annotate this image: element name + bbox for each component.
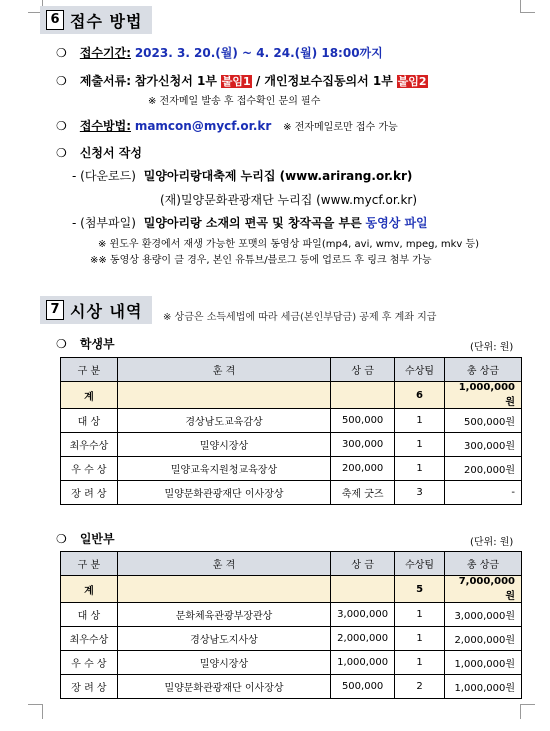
page-corner-mark — [520, 0, 535, 13]
row-prize: 500,000 — [331, 409, 395, 433]
period-value: 2023. 3. 20.(월) ~ 4. 24.(월) 18:00까지 — [134, 46, 383, 60]
row-award: 밀양시장상 — [117, 433, 330, 457]
row-category: 장 려 상 — [61, 675, 118, 699]
row-award: 경상남도교육감상 — [117, 409, 330, 433]
attach-line — [72, 214, 428, 231]
method-line — [56, 117, 398, 134]
header-award: 훈 격 — [117, 358, 330, 382]
section-number: 7 — [46, 300, 64, 320]
row-category: 우 수 상 — [61, 651, 118, 675]
student-title: 학생부 — [79, 337, 115, 351]
row-award: 밀양시장상 — [117, 651, 330, 675]
header-category: 구 분 — [61, 358, 118, 382]
row-prize: 500,000 — [331, 675, 395, 699]
row-total: 3,000,000원 — [445, 603, 522, 627]
method-label: 접수방법: — [79, 119, 131, 133]
download-prefix: - (다운로드) — [72, 169, 136, 183]
table-row — [61, 457, 522, 481]
student-unit: (단위: 원) — [470, 342, 514, 353]
header-total: 총 상금 — [445, 552, 522, 576]
form-heading — [56, 144, 142, 161]
circle-bullet-icon: ❍ — [56, 146, 67, 160]
row-prize: 200,000 — [331, 457, 395, 481]
circle-bullet-icon: ❍ — [56, 119, 67, 133]
row-award: 경상남도지사상 — [117, 627, 330, 651]
total-label: 계 — [61, 382, 118, 409]
table-header-row — [61, 552, 522, 576]
attach-note-2: ※※ 동영상 용량이 클 경우, 본인 유튜브/블로그 등에 업로드 후 링크 첨부 가능 — [90, 255, 432, 266]
table-row — [61, 481, 522, 505]
row-total: 300,000원 — [444, 433, 521, 457]
total-teams: 6 — [395, 382, 445, 409]
documents-note: ※ 전자메일 발송 후 접수확인 문의 필수 — [148, 96, 321, 107]
header-total: 총 상금 — [444, 358, 521, 382]
documents-part2: / 개인정보수집동의서 1부 — [251, 74, 393, 88]
documents-label: 제출서류: — [79, 74, 131, 88]
circle-bullet-icon: ❍ — [56, 337, 67, 351]
circle-bullet-icon: ❍ — [56, 532, 67, 546]
total-teams: 5 — [395, 576, 445, 603]
section-6-heading — [40, 6, 152, 34]
general-heading — [56, 530, 115, 547]
attach-text: 밀양아리랑 소재의 편곡 및 창작곡을 부른 — [143, 216, 362, 230]
table-total-row — [61, 576, 522, 603]
method-note: ※ 전자메일로만 접수 가능 — [283, 122, 398, 133]
row-prize: 1,000,000 — [331, 651, 395, 675]
table-row — [61, 675, 522, 699]
row-prize: 2,000,000 — [331, 627, 395, 651]
total-label: 계 — [61, 576, 118, 603]
download-line — [72, 167, 412, 184]
row-category: 우 수 상 — [61, 457, 118, 481]
general-unit: (단위: 원) — [470, 537, 514, 548]
row-total: 500,000원 — [444, 409, 521, 433]
row-prize: 축제 굿즈 — [331, 481, 395, 505]
row-teams: 2 — [395, 675, 445, 699]
section-title: 시상 내역 — [70, 301, 143, 321]
header-award: 훈 격 — [117, 552, 330, 576]
row-total: 1,000,000원 — [445, 651, 522, 675]
table-row — [61, 433, 522, 457]
row-teams: 1 — [395, 457, 445, 481]
row-award: 밀양교육지원청교육장상 — [117, 457, 330, 481]
row-category: 최우수상 — [61, 433, 118, 457]
row-category: 최우수상 — [61, 627, 118, 651]
student-prize-table — [60, 357, 522, 505]
table-header-row — [61, 358, 522, 382]
circle-bullet-icon: ❍ — [56, 74, 67, 88]
row-award: 밀양문화관광재단 이사장상 — [117, 481, 330, 505]
student-heading — [56, 335, 115, 352]
header-prize: 상 금 — [331, 552, 395, 576]
table-row — [61, 651, 522, 675]
section-7-note: ※ 상금은 소득세법에 따라 세금(본인부담금) 공제 후 계좌 지급 — [163, 312, 437, 323]
row-category: 장 려 상 — [61, 481, 118, 505]
attach-highlight: 동영상 파일 — [365, 216, 428, 230]
row-teams: 1 — [395, 433, 445, 457]
row-total: 1,000,000원 — [445, 675, 522, 699]
row-prize: 3,000,000 — [331, 603, 395, 627]
general-prize-table — [60, 551, 522, 699]
circle-bullet-icon: ❍ — [56, 46, 67, 60]
period-label: 접수기간: — [79, 46, 131, 60]
form-title: 신청서 작성 — [79, 146, 142, 160]
header-teams: 수상팀 — [395, 358, 445, 382]
documents-line — [56, 72, 428, 89]
total-amount: 1,000,000원 — [444, 382, 521, 409]
row-teams: 3 — [395, 481, 445, 505]
attach-prefix: - (첨부파일) — [72, 216, 136, 230]
row-total: 200,000원 — [444, 457, 521, 481]
documents-part1: 참가신청서 1부 — [134, 74, 217, 88]
row-total: 2,000,000원 — [445, 627, 522, 651]
row-teams: 1 — [395, 409, 445, 433]
attachment-tag-2: 붙임2 — [397, 75, 427, 88]
download-site-1: 밀양아리랑대축제 누리집 (www.arirang.or.kr) — [143, 169, 413, 183]
row-teams: 1 — [395, 603, 445, 627]
row-total: - — [444, 481, 521, 505]
row-award: 문화체육관광부장관상 — [117, 603, 330, 627]
table-total-row — [61, 382, 522, 409]
general-title: 일반부 — [79, 532, 115, 546]
row-teams: 1 — [395, 651, 445, 675]
table-row — [61, 409, 522, 433]
download-site-2: (재)밀양문화관광재단 누리집 (www.mycf.or.kr) — [160, 193, 418, 207]
method-email: mamcon@mycf.or.kr — [134, 119, 272, 133]
section-title: 접수 방법 — [70, 11, 143, 31]
row-category: 대 상 — [61, 409, 118, 433]
section-7-heading — [40, 296, 152, 324]
table-row — [61, 603, 522, 627]
row-award: 밀양문화관광재단 이사장상 — [117, 675, 330, 699]
row-category: 대 상 — [61, 603, 118, 627]
page-corner-mark — [28, 704, 43, 719]
section-number: 6 — [46, 10, 64, 30]
header-category: 구 분 — [61, 552, 118, 576]
row-teams: 1 — [395, 627, 445, 651]
header-prize: 상 금 — [331, 358, 395, 382]
total-amount: 7,000,000원 — [445, 576, 522, 603]
attachment-tag-1: 붙임1 — [221, 75, 251, 88]
period-line — [56, 44, 383, 61]
row-prize: 300,000 — [331, 433, 395, 457]
table-row — [61, 627, 522, 651]
header-teams: 수상팀 — [395, 552, 445, 576]
page-corner-mark — [520, 704, 535, 719]
attach-note-1: ※ 윈도우 환경에서 재생 가능한 포맷의 동영상 파일(mp4, avi, wmv, mpeg, mkv 등) — [98, 239, 480, 250]
